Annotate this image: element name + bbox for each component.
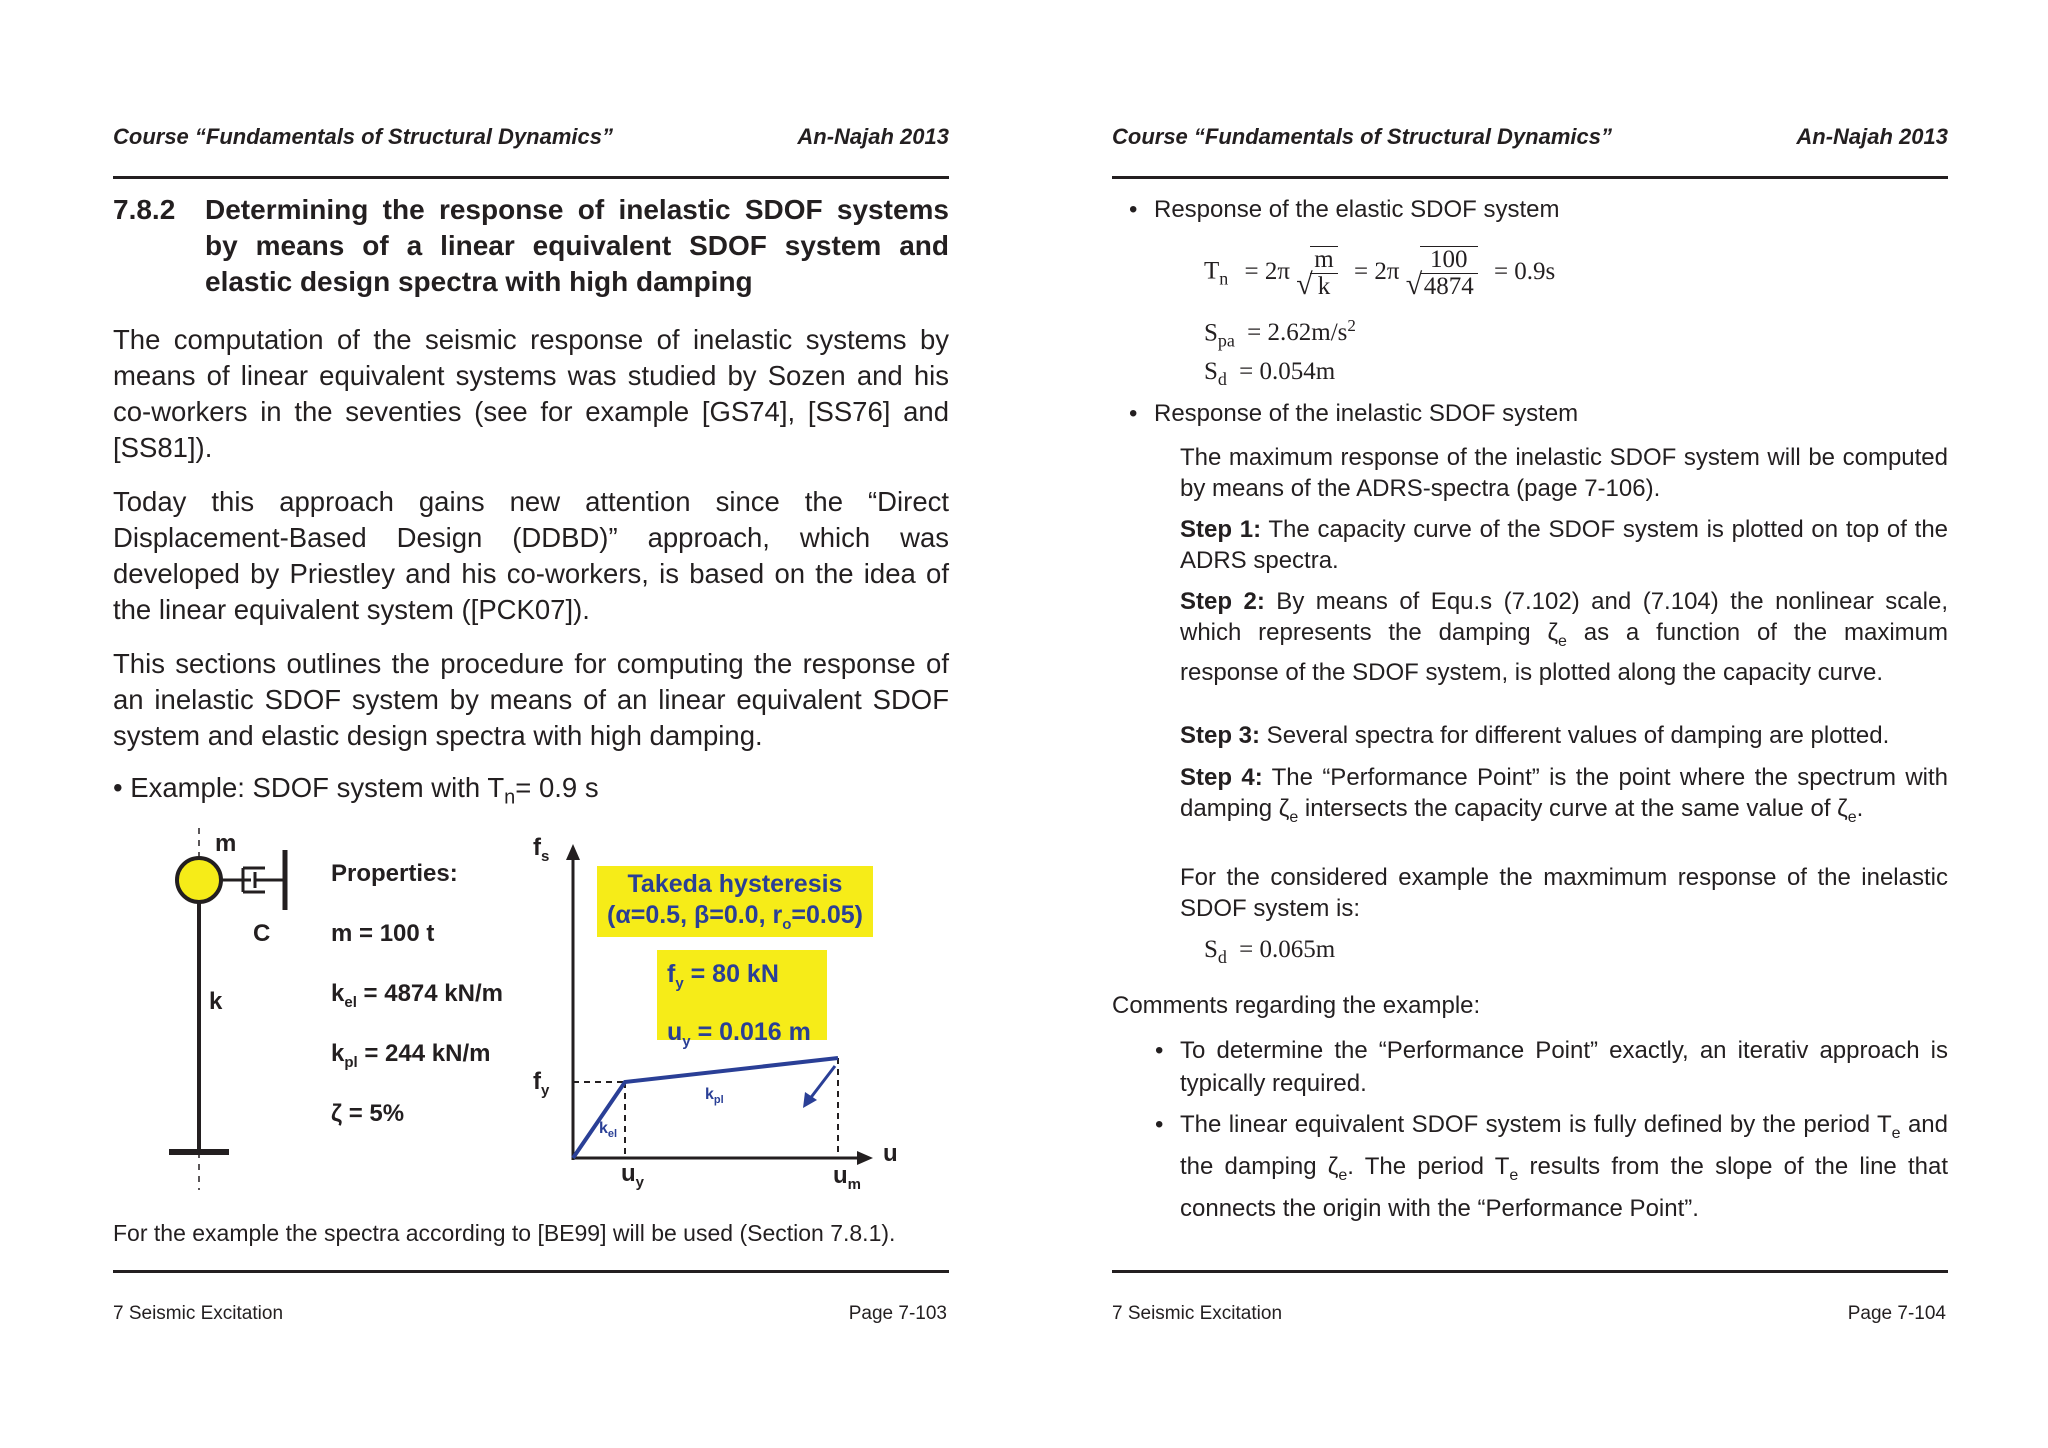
equation-spa: $S_{pa} = 2.62m/s^2$ bbox=[1204, 316, 1356, 351]
takeda-params: (α=0.5, β=0.0, $r_o=0.05$) bbox=[607, 901, 863, 933]
step-1: Step 1: The capacity curve of the SDOF system is plotted on top of the ADRS spectra. bbox=[1180, 516, 1949, 574]
comment-2: • The linear equivalent SDOF system is fully defined by the period $T_e$ and the damping $\zeta_e$. The period $T_e$ results from the slope of the line that connects the origin with the “Performance Point”. bbox=[1155, 1111, 1948, 1222]
section-number: 7.8.2 bbox=[113, 194, 176, 225]
yield-displacement: $u_y = 0.016$ m bbox=[667, 1018, 811, 1050]
label-m: m bbox=[215, 830, 237, 857]
paragraph: This sections outlines the procedure for computing the response of an inelastic SDOF system by means of an linear equivalent SDOF system and elastic design spectra with high damping. bbox=[113, 648, 949, 751]
footer-rule bbox=[1112, 1270, 1948, 1273]
equation-sd-inelastic: $S_d = 0.065m$ bbox=[1204, 936, 1336, 967]
axis-label-fs: $f_s$ bbox=[533, 834, 550, 865]
header-rule bbox=[1112, 176, 1948, 179]
equation-sd: $S_d = 0.054m$ bbox=[1204, 358, 1336, 389]
takeda-box bbox=[597, 866, 873, 937]
step-4: Step 4: The “Performance Point” is the point where the spectrum with damping $\zeta_e$ intersects the capacity curve at the same value of $\zeta_e$. bbox=[1180, 764, 1949, 826]
page-header bbox=[113, 124, 949, 154]
y-axis-arrow bbox=[566, 844, 580, 860]
step-2: Step 2: By means of Equ.s (7.102) and (7.104) the nonlinear scale, which represents the damping $\zeta_e$ as a function of the maximum response of the SDOF system, is plotted along the capacity curve. bbox=[1180, 588, 1948, 686]
axis-label-uy: $u_y$ bbox=[621, 1160, 645, 1191]
page-footer bbox=[113, 1303, 949, 1325]
paragraph: Today this approach gains new attention since the “Direct Displacement-Based Design (DDBD)” approach, which was developed by Priestley and his co-workers, is based on the idea of the linear equivalent system ([PCK07]). bbox=[113, 486, 949, 625]
course-title: Course “Fundamentals of Structural Dynamics” bbox=[113, 124, 613, 149]
curve-label-kel: $k_{el}$ bbox=[599, 1120, 618, 1141]
takeda-title: Takeda hysteresis bbox=[627, 870, 843, 898]
bullet-elastic: • Response of the elastic SDOF system bbox=[1129, 196, 1560, 223]
chapter-name: 7 Seismic Excitation bbox=[113, 1303, 284, 1324]
bullet-inelastic: • Response of the inelastic SDOF system bbox=[1129, 400, 1579, 427]
inelastic-intro: The maximum response of the inelastic SDOF system will be computed by means of the ADRS-spectra (page 7-106). bbox=[1180, 444, 1948, 502]
figure-caption: For the example the spectra according to [BE99] will be used (Section 7.8.1). bbox=[113, 1220, 896, 1246]
capacity-curve bbox=[573, 1058, 838, 1158]
axis-label-u: u bbox=[883, 1140, 898, 1167]
comments-heading: Comments regarding the example: bbox=[1112, 992, 1481, 1019]
sdof-figure bbox=[113, 820, 949, 1200]
page-footer bbox=[1112, 1303, 1948, 1325]
equation-period: $T_n = 2\pi$ √ $\frac{m}{k}$ = 2π √ $\frac{100}{4874}$ = 0.9s bbox=[1204, 246, 1555, 300]
prop-kel: $k_{el} = 4874$ kN/m bbox=[331, 980, 503, 1011]
page-number: Page 7-104 bbox=[1847, 1303, 1946, 1324]
yield-force: $f_y = 80$ kN bbox=[667, 960, 779, 992]
page-header bbox=[1112, 124, 1948, 154]
course-year: An-Najah 2013 bbox=[1796, 124, 1948, 149]
left-page bbox=[113, 0, 949, 1448]
course-title: Course “Fundamentals of Structural Dynamics” bbox=[1112, 124, 1612, 149]
label-k: k bbox=[209, 988, 223, 1015]
prop-damping: ζ = 5% bbox=[331, 1100, 405, 1127]
curve-label-kpl: $k_{pl}$ bbox=[705, 1086, 724, 1107]
yield-box bbox=[657, 950, 827, 1050]
unloading-arrow bbox=[809, 1066, 835, 1100]
prop-mass: m = 100 t bbox=[331, 920, 435, 947]
label-c: C bbox=[253, 920, 271, 947]
axis-label-fy: $f_y$ bbox=[533, 1068, 550, 1099]
axis-label-um: $u_m$ bbox=[833, 1162, 862, 1193]
chapter-name: 7 Seismic Excitation bbox=[1112, 1303, 1283, 1324]
prop-kpl: $k_{pl} = 244$ kN/m bbox=[331, 1040, 491, 1071]
footer-rule bbox=[113, 1270, 949, 1273]
paragraph: The computation of the seismic response of inelastic systems by means of linear equivalent systems was studied by Sozen and his co-workers in the seventies (see for example [GS74], [SS76] and [SS81]). bbox=[113, 324, 949, 463]
mass-circle bbox=[177, 858, 221, 902]
section-title: Determining the response of inelastic SDOF systems by means of a linear equivalent SDOF system and elastic design spectra with high damping bbox=[205, 194, 949, 297]
step-3: Step 3: Several spectra for different values of damping are plotted. bbox=[1180, 722, 1890, 749]
section-heading bbox=[113, 192, 949, 300]
course-year: An-Najah 2013 bbox=[797, 124, 949, 149]
example-bullet: • Example: SDOF system with $T_n= 0.9$ s bbox=[113, 772, 599, 809]
considered-example: For the considered example the maxmimum response of the inelastic SDOF system is: bbox=[1180, 864, 1948, 922]
right-page bbox=[1112, 0, 1948, 1448]
page-number: Page 7-103 bbox=[848, 1303, 947, 1324]
properties-title: Properties: bbox=[331, 860, 458, 887]
header-rule bbox=[113, 176, 949, 179]
comment-1: • To determine the “Performance Point” exactly, an iterativ approach is typically required. bbox=[1155, 1037, 1948, 1097]
